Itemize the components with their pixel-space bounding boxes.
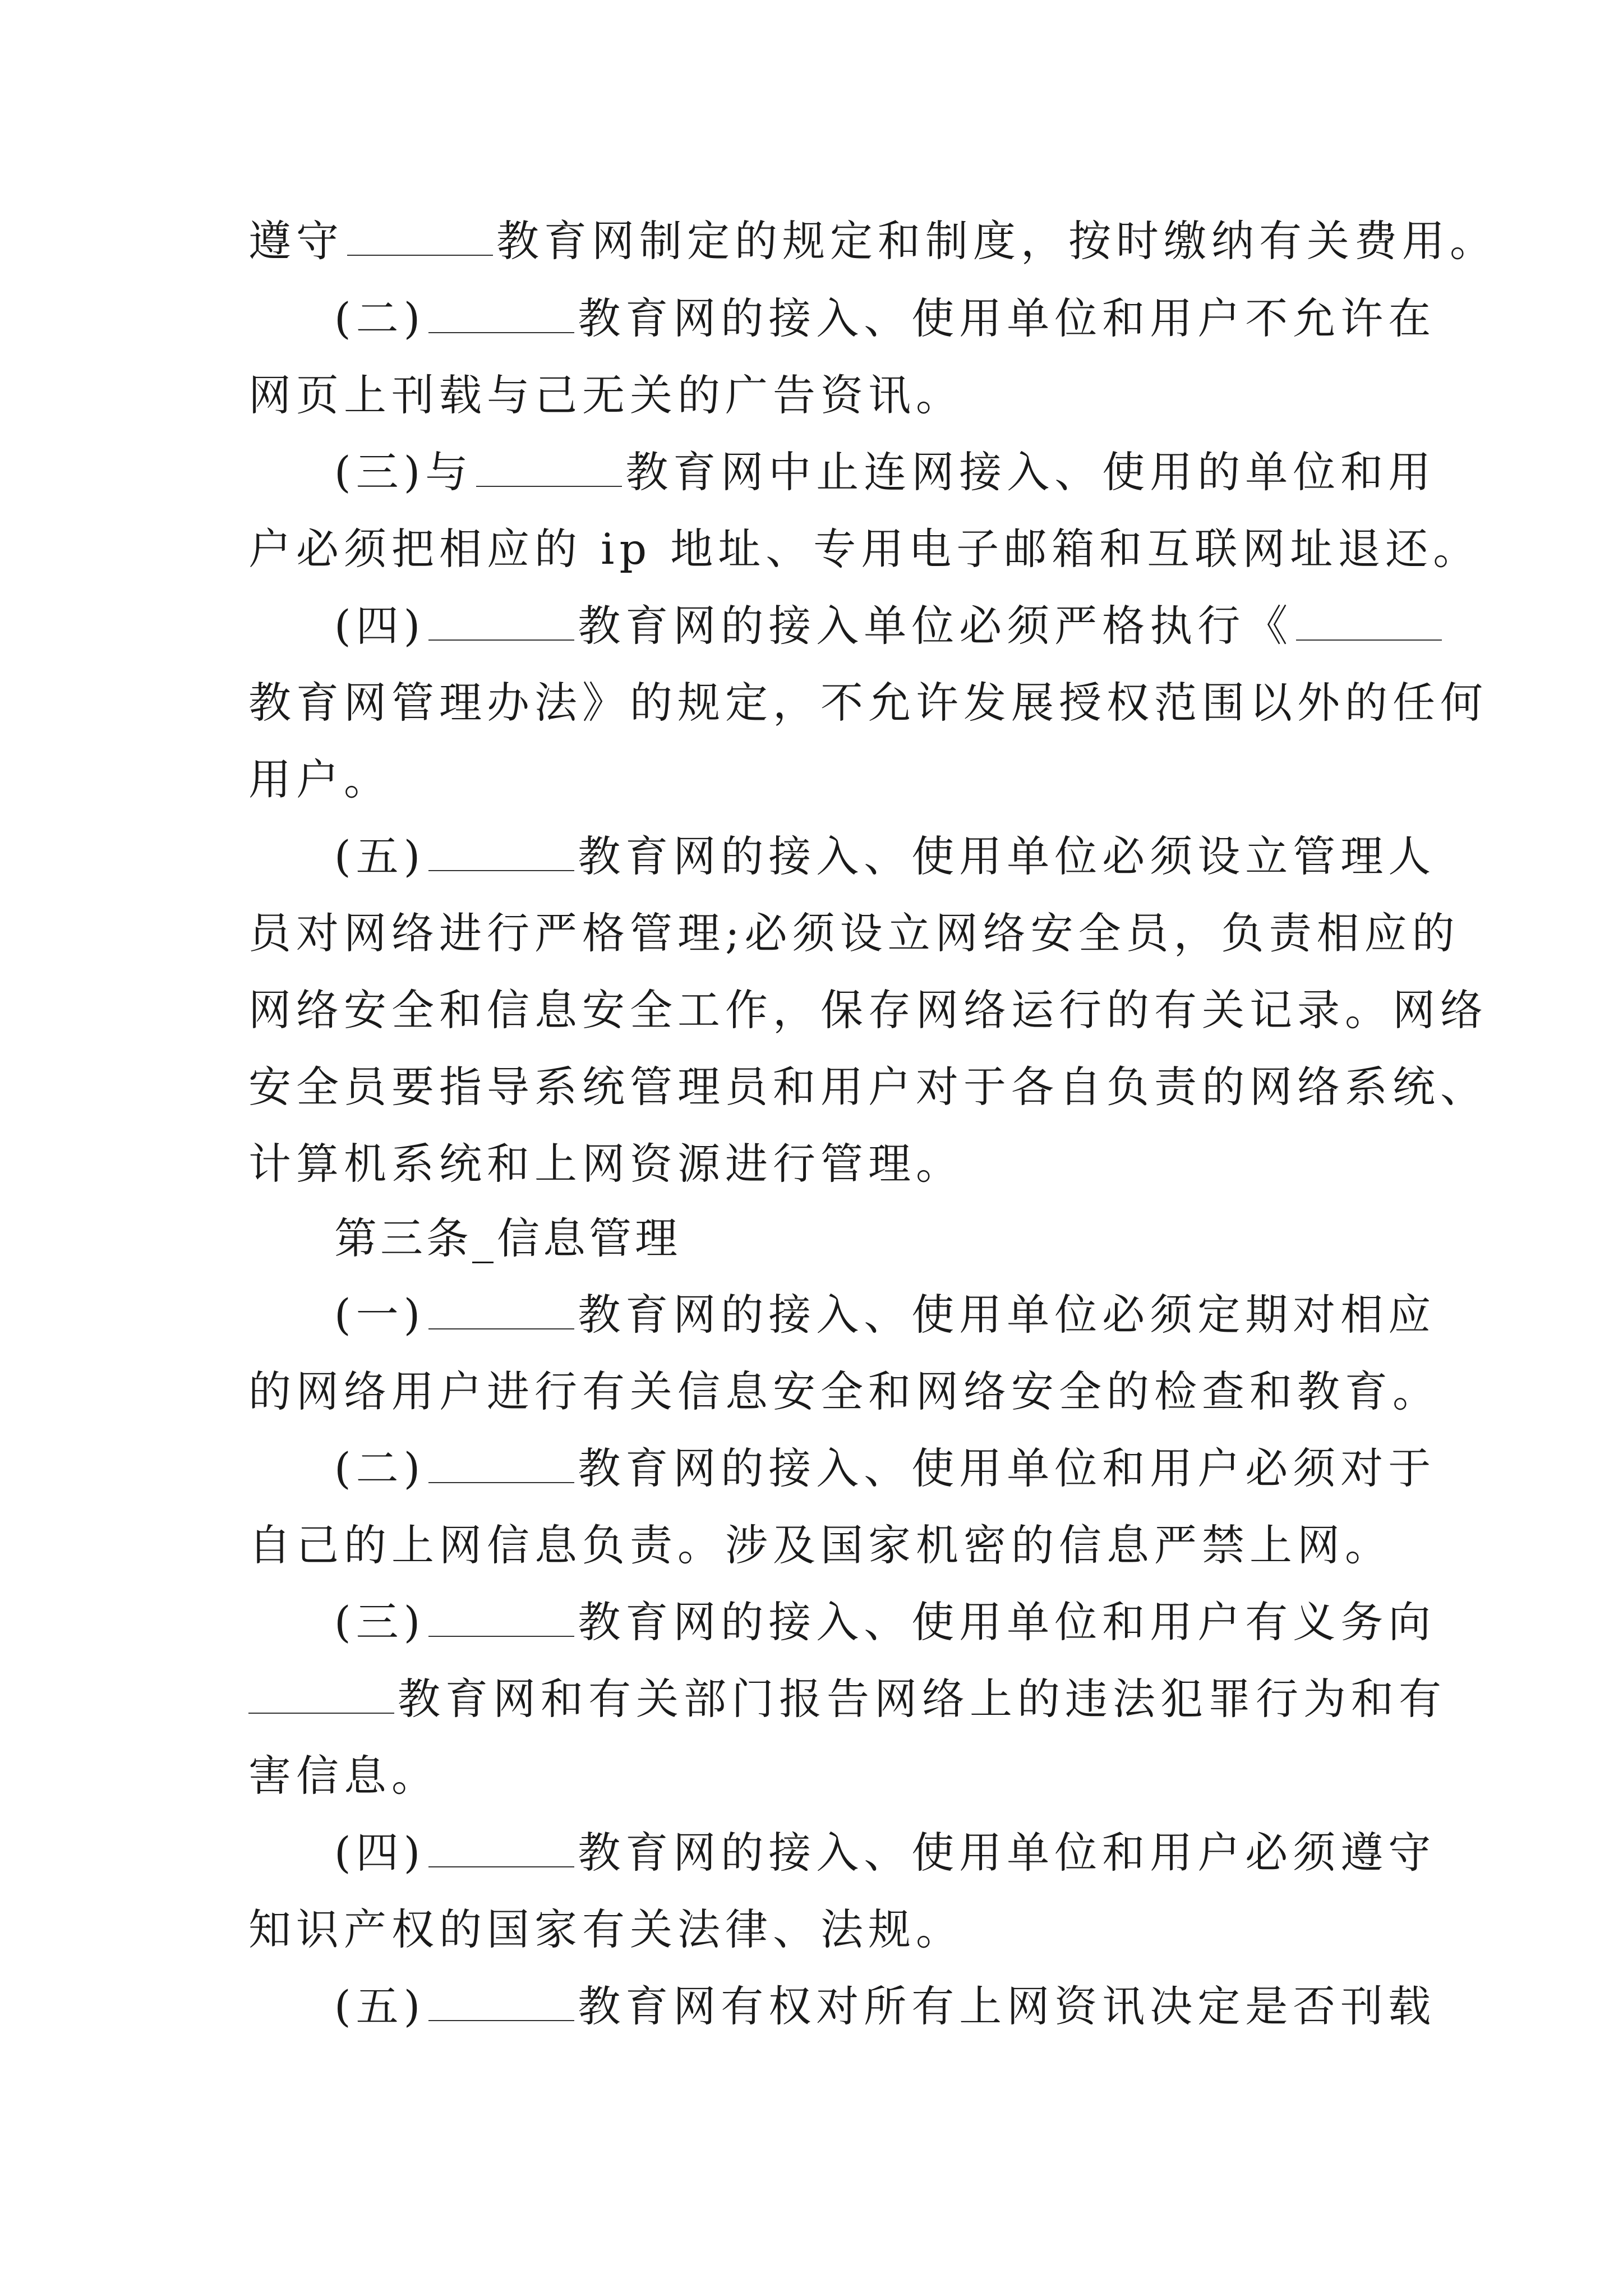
text-span: (一) xyxy=(334,1290,426,1340)
text-span: 教育网制定的规定和制度，按时缴纳有关费用。 xyxy=(496,216,1497,266)
text-span: 教育网的接入、使用单位必须定期对相应 xyxy=(578,1290,1436,1340)
text-span: (五) xyxy=(334,1981,426,2031)
paragraph-line xyxy=(248,675,1488,731)
text-span: (三) xyxy=(334,1597,426,1647)
text-span: 教育网的接入、使用单位必须设立管理人 xyxy=(578,831,1436,881)
text-span: (四) xyxy=(334,1828,426,1878)
paragraph-line xyxy=(248,1671,1446,1727)
text-span: 教育网有权对所有上网资讯决定是否刊载 xyxy=(578,1981,1436,2031)
fill-in-blank xyxy=(248,1679,394,1714)
text-span: 教育网的接入、使用单位和用户有义务向 xyxy=(578,1597,1436,1647)
paragraph-line xyxy=(248,752,1393,808)
text-span: 教育网和有关部门报告网络上的违法犯罪行为和有 xyxy=(398,1674,1446,1724)
fill-in-blank xyxy=(428,1833,574,1867)
fill-in-blank xyxy=(1296,606,1442,641)
paragraph-line xyxy=(248,1364,1440,1420)
text-span: 网络安全和信息安全工作，保存网络运行的有关记录。网络 xyxy=(248,985,1488,1035)
paragraph-line xyxy=(248,213,1497,269)
paragraph-line xyxy=(334,1287,1436,1343)
fill-in-blank xyxy=(428,1448,574,1483)
text-span: 知识产权的国家有关法律、法规。 xyxy=(248,1904,963,1954)
text-span: 教育网的接入单位必须严格执行《 xyxy=(578,601,1293,651)
text-span: (三)与 xyxy=(334,447,473,497)
text-span: (二) xyxy=(334,293,426,343)
text-span: 用户。 xyxy=(248,754,391,804)
fill-in-blank xyxy=(428,836,574,871)
paragraph-line xyxy=(334,291,1436,347)
section-heading xyxy=(334,1211,1393,1267)
paragraph-line xyxy=(334,1441,1436,1497)
paragraph-line xyxy=(248,1059,1488,1115)
paragraph-line xyxy=(248,1902,1393,1958)
paragraph-line xyxy=(248,367,1393,424)
text-span: 网页上刊载与己无关的广告资讯。 xyxy=(248,370,963,420)
paragraph-line xyxy=(248,1136,1393,1192)
text-span: 自己的上网信息负责。涉及国家机密的信息严禁上网。 xyxy=(248,1520,1393,1570)
paragraph-line xyxy=(248,1748,1393,1804)
paragraph-line xyxy=(248,1517,1393,1573)
text-span: 的网络用户进行有关信息安全和网络安全的检查和教育。 xyxy=(248,1366,1440,1416)
text-span: (四) xyxy=(334,601,426,651)
text-span: 安全员要指导系统管理员和用户对于各自负责的网络系统、 xyxy=(248,1062,1488,1112)
paragraph-line xyxy=(248,982,1488,1038)
text-span: 教育网的接入、使用单位和用户不允许在 xyxy=(578,293,1436,343)
fill-in-blank xyxy=(428,1602,574,1637)
text-span: 教育网管理办法》的规定，不允许发展授权范围以外的任何 xyxy=(248,678,1488,728)
paragraph-line xyxy=(334,1978,1436,2035)
paragraph-line xyxy=(334,1825,1436,1881)
fill-in-blank xyxy=(428,1295,574,1329)
text-span: 遵守 xyxy=(248,216,344,266)
text-span: 害信息。 xyxy=(248,1751,439,1801)
text-span: (五) xyxy=(334,831,426,881)
fill-in-blank xyxy=(428,298,574,333)
text-span: 教育网的接入、使用单位和用户必须遵守 xyxy=(578,1828,1436,1878)
text-span: 员对网络进行严格管理;必须设立网络安全员，负责相应的 xyxy=(248,908,1460,958)
fill-in-blank xyxy=(476,452,622,487)
text-span: 教育网的接入、使用单位和用户必须对于 xyxy=(578,1443,1436,1493)
paragraph-line xyxy=(334,444,1436,500)
paragraph-line xyxy=(334,598,1393,654)
paragraph-line xyxy=(248,905,1460,961)
text-span: 计算机系统和上网资源进行管理。 xyxy=(248,1139,963,1189)
paragraph-line xyxy=(248,521,1481,577)
text-span: 户必须把相应的 ip 地址、专用电子邮箱和互联网址退还。 xyxy=(248,524,1481,574)
text-span: 教育网中止连网接入、使用的单位和用 xyxy=(625,447,1436,497)
fill-in-blank xyxy=(347,221,493,256)
paragraph-line xyxy=(334,1594,1436,1650)
paragraph-line xyxy=(334,829,1436,885)
fill-in-blank xyxy=(428,1986,574,2021)
heading-text: 第三条_信息管理 xyxy=(334,1213,681,1263)
fill-in-blank xyxy=(428,606,574,641)
text-span: (二) xyxy=(334,1443,426,1493)
